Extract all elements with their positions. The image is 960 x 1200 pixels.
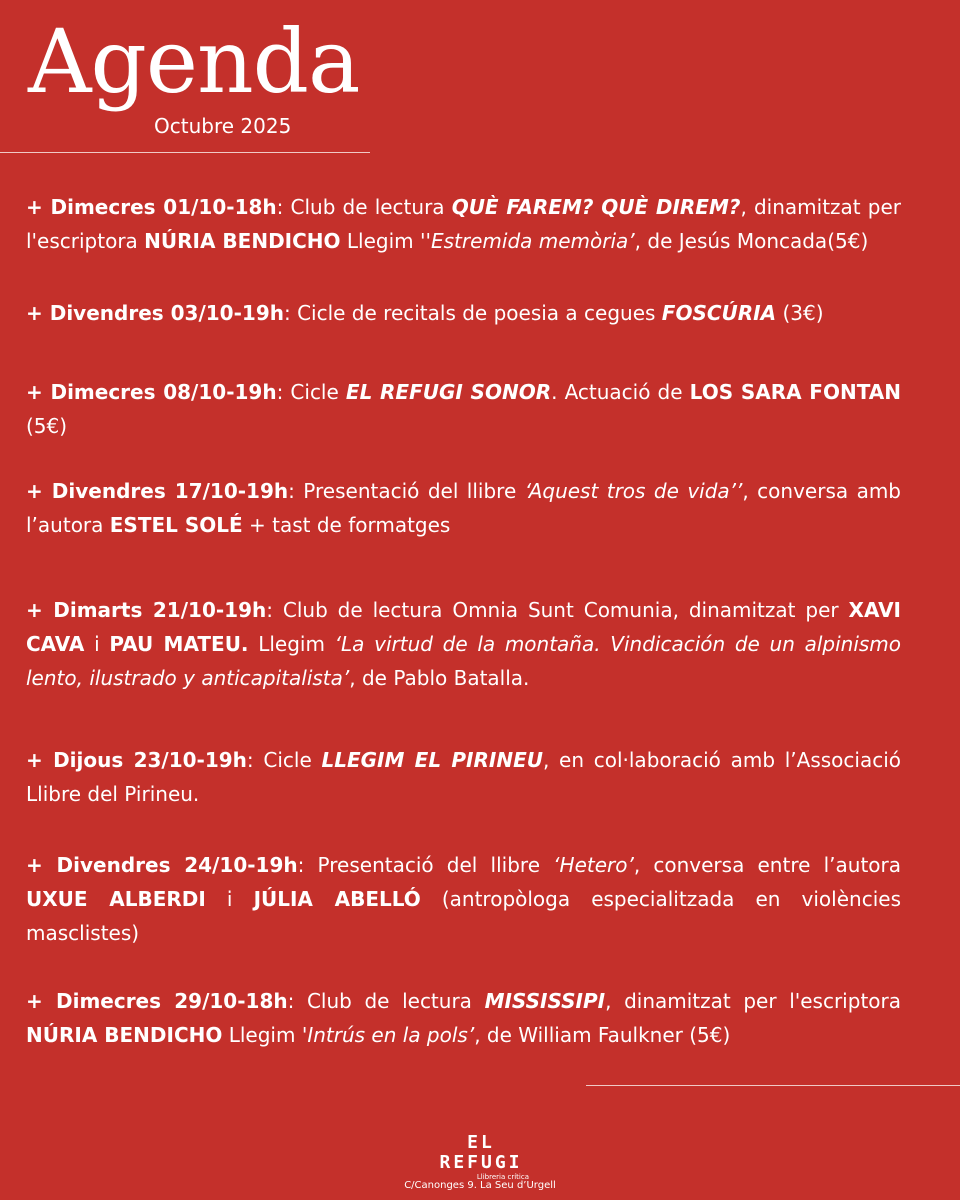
event-text: + tast de formatges <box>242 513 451 537</box>
event-date: + Dimecres 01/10-18h <box>26 195 277 219</box>
bottom-divider <box>586 1085 960 1086</box>
event-text: . Actuació de <box>551 380 690 404</box>
page-title: Agenda <box>28 10 360 113</box>
event-text: : Cicle <box>276 380 346 404</box>
event-text: , dinamitzat per l'escriptora <box>605 989 901 1013</box>
event-title: ‘La virtud de la montaña. Vindicación de un alpinismo lento, ilustrado y anticapitalista’ <box>26 632 902 690</box>
event-text: : Cicle de recitals de poesia a cegues <box>283 301 662 325</box>
event-text: (3€) <box>776 301 824 325</box>
event-text: , en col·laboració amb l’Associació Llibre del Pirineu. <box>26 748 902 806</box>
event-highlight: LLEGIM EL PIRINEU <box>321 748 543 772</box>
event-title: ''Estremida memòria’ <box>420 229 635 253</box>
event-date: + Dimecres 08/10-19h <box>26 380 277 404</box>
event-date: + Dimecres 29/10-18h <box>26 989 288 1013</box>
event-person: UXUE ALBERDI <box>26 887 206 911</box>
event-person: ESTEL SOLÉ <box>109 513 243 537</box>
event-text: , conversa entre l’autora <box>633 853 901 877</box>
event-text: Llegim <box>222 1023 302 1047</box>
event-date: + Dijous 23/10-19h <box>26 748 247 772</box>
event-item <box>26 984 901 1052</box>
event-text: , de William Faulkner (5€) <box>474 1023 731 1047</box>
event-text: : Club de lectura <box>287 989 485 1013</box>
event-date: + Divendres 24/10-19h <box>26 853 298 877</box>
event-item <box>26 296 901 330</box>
event-text: , dinamitzat per l'escriptora <box>26 195 901 253</box>
bookstore-logo <box>419 1133 543 1182</box>
event-text: : Presentació del llibre <box>288 479 525 503</box>
event-date: + Divendres 03/10-19h <box>26 301 284 325</box>
event-title: 'Intrús en la pols’ <box>301 1023 475 1047</box>
event-text: Llegim <box>248 632 335 656</box>
event-text: : Presentació del llibre <box>297 853 554 877</box>
event-person: NÚRIA BENDICHO <box>26 1023 223 1047</box>
event-highlight: FOSCÚRIA <box>661 301 777 325</box>
event-highlight: EL REFUGI SONOR <box>345 380 552 404</box>
event-person: PAU MATEU. <box>109 632 249 656</box>
event-person: JÚLIA ABELLÓ <box>253 887 421 911</box>
event-date: + Dimarts 21/10-19h <box>26 598 267 622</box>
event-person: XAVI CAVA <box>26 598 901 656</box>
event-date: + Divendres 17/10-19h <box>26 479 289 503</box>
event-text: i <box>84 632 110 656</box>
event-text: : Club de lectura Omnia Sunt Comunia, dinamitzat per <box>266 598 849 622</box>
event-text: (5€) <box>26 414 68 438</box>
top-divider <box>0 152 370 153</box>
event-item <box>26 593 901 695</box>
event-text: : Cicle <box>246 748 322 772</box>
event-text: : Club de lectura <box>276 195 452 219</box>
event-title: ‘Aquest tros de vida’’ <box>524 479 743 503</box>
event-text: , de Jesús Moncada(5€) <box>634 229 869 253</box>
event-person: NÚRIA BENDICHO <box>144 229 341 253</box>
event-highlight: MISSISSIPI <box>484 989 606 1013</box>
event-item <box>26 848 901 950</box>
event-text: (antropòloga especialitzada en violències masclistes) <box>26 887 901 945</box>
event-item <box>26 375 901 443</box>
event-item <box>26 474 901 542</box>
event-highlight: QUÈ FAREM? QUÈ DIREM? <box>451 195 741 219</box>
address: C/Canonges 9. La Seu d’Urgell <box>404 1180 556 1191</box>
event-text: , de Pablo Batalla. <box>349 666 530 690</box>
event-text: , conversa amb l’autora <box>26 479 901 537</box>
page-subtitle: Octubre 2025 <box>154 114 292 138</box>
event-text: i <box>205 887 254 911</box>
header <box>28 10 360 138</box>
event-title: ‘Hetero’ <box>553 853 634 877</box>
logo-tagline: Llibreria crítica <box>476 1173 529 1181</box>
event-item <box>26 743 901 811</box>
event-item <box>26 190 901 258</box>
logo-name: EL REFUGI <box>439 1132 523 1173</box>
event-text: Llegim <box>340 229 420 253</box>
event-person: LOS SARA FONTAN <box>689 380 901 404</box>
